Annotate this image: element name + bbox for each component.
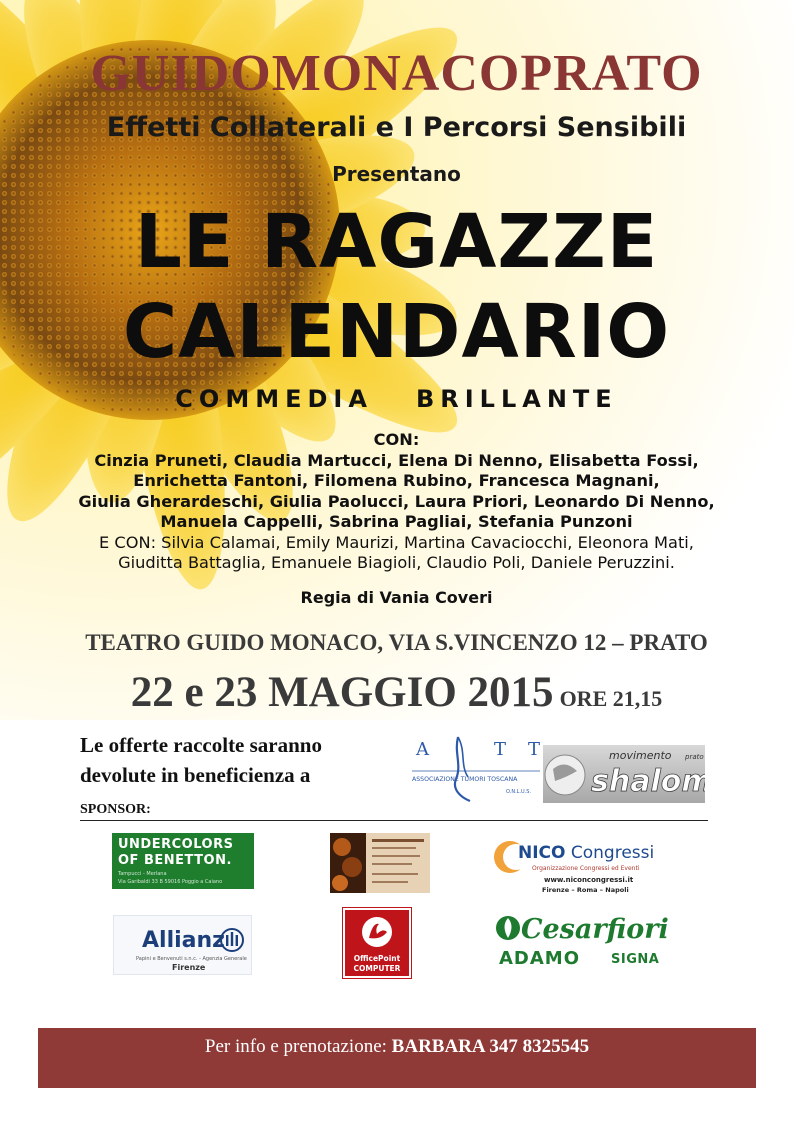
- charity-note: [80, 730, 400, 790]
- show-title-line2: CALENDARIO: [122, 289, 671, 375]
- att-name: ASSOCIAZIONE TUMORI TOSCANA: [412, 776, 518, 783]
- nico-name: [518, 843, 654, 863]
- nico-cities: Firenze – Roma – Napoli: [542, 886, 629, 894]
- cesarfiori-logo: [493, 912, 673, 972]
- att-letter: A: [416, 739, 429, 760]
- att-letter: T: [528, 739, 541, 760]
- footer-text: [38, 1036, 756, 1058]
- footer-banner: [38, 1028, 756, 1088]
- leaf-icon: [495, 914, 521, 944]
- benetton-line3: Tampucci - Merlana: [118, 871, 167, 877]
- genre-label: COMMEDIA BRILLANTE: [175, 385, 618, 413]
- cesarfiori-name: Cesarfiori: [521, 914, 669, 945]
- presenting-label: Presentano: [332, 162, 461, 186]
- cast-list: [30, 430, 763, 574]
- sponsor-label: SPONSOR:: [80, 802, 151, 817]
- benetton-logo: [112, 833, 254, 889]
- also-cast-line: E CON: Silvia Calamai, Emily Maurizi, Martina Cavaciocchi, Eleonora Mati,: [99, 532, 694, 552]
- allianz-eagle-icon: [220, 928, 244, 952]
- cast-line: Manuela Cappelli, Sabrina Pagliai, Stefania Punzoni: [160, 512, 633, 531]
- organization-title: GUIDOMONACOPRATO: [90, 45, 703, 102]
- officepoint-line1: OfficePoint: [353, 954, 401, 963]
- att-suffix: O.N.L.U.S.: [506, 789, 532, 795]
- wine-shop-logo: [330, 833, 430, 893]
- cast-line: Enrichetta Fantoni, Filomena Rubino, Francesca Magnani,: [133, 471, 660, 490]
- allianz-name: Allianz: [142, 928, 225, 953]
- allianz-agency: Papini e Benvenuti s.n.c. - Agenzia Generale: [136, 956, 247, 962]
- cast-line: Giulia Gherardeschi, Giulia Paolucci, Laura Priori, Leonardo Di Nenno,: [78, 491, 715, 511]
- cast-line: Cinzia Pruneti, Claudia Martucci, Elena Di Nenno, Elisabetta Fossi,: [94, 450, 699, 470]
- charity-line2: devolute in beneficienza a: [80, 763, 311, 787]
- nico-url: www.niconcongressi.it: [544, 876, 634, 884]
- nico-congressi-logo: [490, 833, 670, 895]
- also-cast-line: Giuditta Battaglia, Emanuele Biagioli, Claudio Poli, Daniele Peruzzini.: [118, 553, 675, 572]
- venue: TEATRO GUIDO MONACO, VIA S.VINCENZO 12 – PRATO: [85, 630, 708, 655]
- shalom-logo: [543, 745, 705, 803]
- cesarfiori-adamo: ADAMO: [499, 948, 581, 969]
- sponsor-divider: [80, 820, 708, 821]
- subtitle: Effetti Collaterali e I Percorsi Sensibili: [106, 112, 687, 143]
- swan-icon: [345, 910, 409, 954]
- allianz-logo: [113, 915, 252, 975]
- nico-name-rest: Congressi: [565, 843, 655, 863]
- footer-contact: BARBARA 347 8325545: [391, 1036, 590, 1057]
- time-text: ORE 21,15: [559, 686, 663, 711]
- cast-label: CON:: [373, 430, 420, 449]
- benetton-line2: OF BENETTON.: [118, 853, 232, 868]
- shalom-top: movimento: [609, 749, 672, 762]
- footer-prefix: Per info e prenotazione:: [204, 1036, 392, 1057]
- cesarfiori-signa: SIGNA: [611, 952, 660, 967]
- benetton-line1: UNDERCOLORS: [118, 837, 234, 852]
- shalom-name: shalom: [591, 764, 705, 799]
- charity-line1: Le offerte raccolte saranno: [80, 733, 322, 757]
- benetton-line4: Via Garibaldi 33 B 59016 Poggio a Caiano: [118, 879, 223, 885]
- show-title-line1: LE RAGAZZE: [134, 199, 659, 285]
- dates-text: 22 e 23 MAGGIO 2015: [130, 669, 554, 716]
- att-logo: [410, 735, 542, 803]
- event-dates: [0, 668, 793, 717]
- director-credit: Regia di Vania Coveri: [300, 588, 493, 607]
- officepoint-logo: [343, 908, 411, 978]
- shalom-city: prato: [685, 753, 704, 761]
- nico-name-bold: NICO: [518, 843, 566, 863]
- nico-tagline: Organizzazione Congressi ed Eventi: [532, 865, 640, 872]
- att-letter: T: [494, 739, 507, 760]
- allianz-city: Firenze: [172, 963, 206, 972]
- officepoint-line2: COMPUTER: [353, 964, 401, 973]
- att-ribbon-icon: [410, 735, 542, 803]
